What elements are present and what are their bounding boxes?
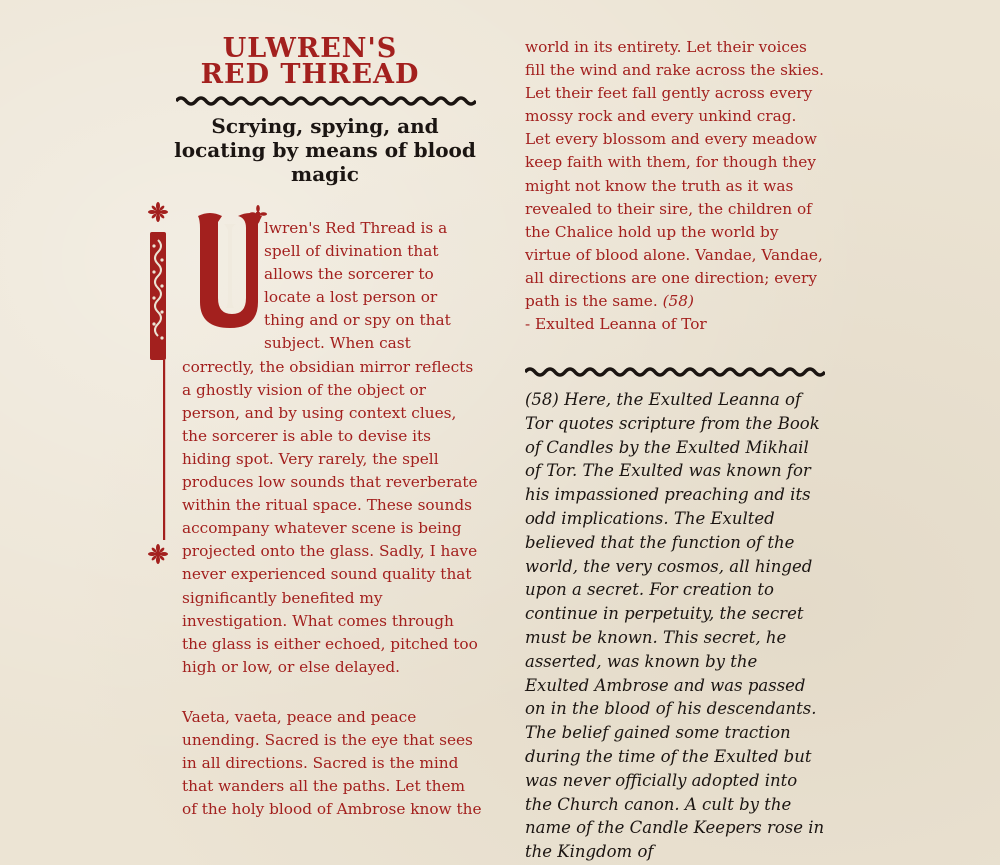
page-subtitle: Scrying, spying, and locating by means of blood magic [174,114,476,186]
wavy-divider [176,94,476,108]
paragraph-1-text: lwren's Red Thread is a spell of divination that allows the sorcerer to locate a lost person or thing and or spy on that subject. When cast correctly, the obsidian mirror reflects a ghostly vision of the object or person, and by using context clues, the sorcerer is able to devise its hiding spot. Very rarely, the spell produces low sounds that reverberate within the ritual space. These sounds accompany whatever scene is being projected onto the glass. Sadly, I have never experienced sound quality that significantly benefited my investigation. What comes through the glass is either echoed, pitched too high or low, or else delayed. [182,219,478,676]
scripture-text: world in its entirety. Let their voices fill the wind and rake across the skies. Let their feet fall gently across every mossy rock and every unkind crag. Let every blossom and every meadow keep faith with them, for though they might not know the truth as it was revealed to their sire, the children of the Chalice hold up the world by virtue of blood alone. Vandae, Vandae, all directions are one direction; every path is the same. [525,38,824,311]
left-column [150,33,482,819]
paragraph-1 [182,217,482,679]
vine-ornament [148,202,178,568]
footnote-reference[interactable]: (58) [662,292,694,311]
footnote-58: (58) Here, the Exulted Leanna of Tor quotes scripture from the Book of Candles by the Exulted Mikhail of Tor. The Exulted was known for his impassioned preaching and its odd implications. The Exulted believed that the function of the world, the very cosmos, all hinged upon a secret. For creation to continue in perpetuity, the secret must be known. This secret, he asserted, was known by the Exulted Ambrose and was passed on in the blood of his descendants. The belief gained some traction during the time of the Exulted but was never officially adopted into the Church canon. A cult by the name of the Candle Keepers rose in the Kingdom of [525,390,825,862]
scripture-continuation [525,36,825,336]
attribution: - Exulted Leanna of Tor [525,315,707,334]
paragraph-2: Vaeta, vaeta, peace and peace unending. Sacred is the eye that sees in all directions. Sacred is the mind that wanders all the paths. Let them of the holy blood of Ambrose know the [182,708,482,819]
page-title: ULWREN'S RED THREAD [200,33,420,90]
wavy-divider-right [525,365,825,379]
drop-cap-space [182,217,264,353]
